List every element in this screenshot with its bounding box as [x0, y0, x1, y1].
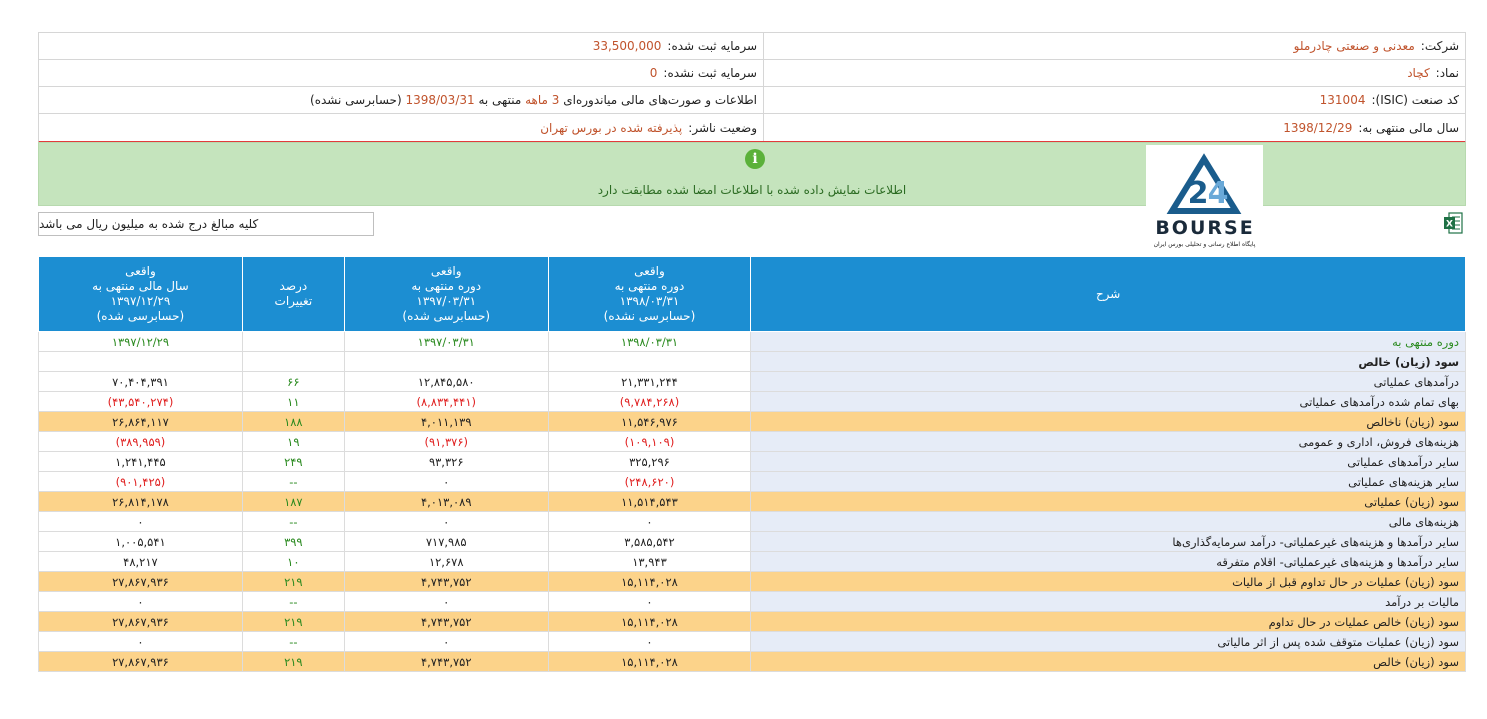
row-description: مالیات بر درآمد — [751, 592, 1466, 612]
table-row — [39, 532, 1466, 552]
value-fiscal-1397: ۲۷,۸۶۷,۹۳۶ — [39, 652, 243, 672]
header-line: ۱۳۹۷/۱۲/۲۹ — [110, 294, 171, 308]
percent-change: ۱۱ — [242, 392, 344, 412]
svg-text:2: 2 — [1187, 176, 1209, 211]
percent-change: ۲۱۹ — [242, 652, 344, 672]
capital-label: سرمایه ثبت شده: — [667, 39, 757, 53]
publisher-status-cell — [39, 114, 763, 141]
value-fiscal-1397: ۲۷,۸۶۷,۹۳۶ — [39, 572, 243, 592]
unregistered-capital-label: سرمایه ثبت نشده: — [663, 66, 757, 80]
header-line: سال مالی منتهی به — [92, 279, 189, 293]
value-1398: (۱۰۹,۱۰۹) — [548, 432, 751, 452]
logo-word: BOURSE — [1155, 217, 1255, 239]
value-1397: ۴,۷۴۳,۷۵۲ — [344, 652, 548, 672]
table-row — [39, 332, 1466, 352]
company-info — [38, 32, 1466, 143]
value-1397 — [344, 352, 548, 372]
report-title-mid: منتهی به — [478, 93, 522, 107]
header-line: واقعی — [430, 264, 462, 278]
table-row — [39, 392, 1466, 412]
table-row — [39, 552, 1466, 572]
logo-subtitle: پایگاه اطلاع رسانی و تحلیلی بورس ایران — [1153, 241, 1256, 248]
value-1398: ۲۱,۳۳۱,۲۴۴ — [548, 372, 751, 392]
fiscal-value: 1398/12/29 — [1283, 120, 1353, 135]
isic-cell — [763, 87, 1465, 113]
row-description: سود (زیان) ناخالص — [751, 412, 1466, 432]
isic-value: 131004 — [1319, 93, 1366, 107]
value-1397: ۰ — [344, 592, 548, 612]
symbol-value[interactable]: کچاد — [1407, 66, 1430, 80]
value-fiscal-1397: (۴۳,۵۴۰,۲۷۴) — [39, 392, 243, 412]
value-fiscal-1397: ۴۸,۲۱۷ — [39, 552, 243, 572]
row-description: سود (زیان) خالص — [751, 352, 1466, 372]
table-row — [39, 432, 1466, 452]
value-fiscal-1397: ۷۰,۴۰۴,۳۹۱ — [39, 372, 243, 392]
value-1398: (۹,۷۸۴,۲۶۸) — [548, 392, 751, 412]
report-audit-status: (حسابرسی نشده) — [310, 93, 402, 107]
value-1397: (۹۱,۳۷۶) — [344, 432, 548, 452]
header-line: واقعی — [634, 264, 665, 278]
table-row — [39, 492, 1466, 512]
value-1397: ۱۳۹۷/۰۳/۳۱ — [344, 332, 548, 352]
value-1398: ۱۱,۵۱۴,۵۴۳ — [548, 492, 751, 512]
percent-change: ۲۴۹ — [242, 452, 344, 472]
symbol-cell — [763, 60, 1465, 86]
percent-change: ۶۶ — [242, 372, 344, 392]
value-1397: ۴,۰۱۱,۱۳۹ — [344, 412, 548, 432]
value-1398: ۳۲۵,۲۹۶ — [548, 452, 751, 472]
report-period: 3 ماهه — [525, 93, 560, 107]
percent-change: -- — [242, 472, 344, 492]
value-fiscal-1397: (۳۸۹,۹۵۹) — [39, 432, 243, 452]
capital-cell — [39, 33, 763, 59]
value-1397: ۰ — [344, 632, 548, 652]
publisher-status-value: پذیرفته شده در بورس تهران — [540, 120, 683, 135]
table-row — [39, 372, 1466, 392]
table-row — [39, 352, 1466, 372]
info-row-company — [39, 33, 1465, 60]
value-1397: ۷۱۷,۹۸۵ — [344, 532, 548, 552]
company-label: شرکت: — [1420, 39, 1459, 53]
percent-change: ۱۸۷ — [242, 492, 344, 512]
value-1398: ۱۳۹۸/۰۳/۳۱ — [548, 332, 751, 352]
value-1398: ۱۱,۵۴۶,۹۷۶ — [548, 412, 751, 432]
unregistered-capital-value: 0 — [649, 66, 658, 80]
percent-change: ۱۰ — [242, 552, 344, 572]
value-fiscal-1397: ۰ — [39, 512, 243, 532]
info-row-fiscal — [39, 114, 1465, 141]
value-fiscal-1397: ۲۶,۸۶۴,۱۱۷ — [39, 412, 243, 432]
fiscal-cell — [763, 114, 1465, 141]
value-1398: ۰ — [548, 632, 751, 652]
value-fiscal-1397: ۰ — [39, 592, 243, 612]
header-percent-change — [242, 257, 344, 332]
percent-change: -- — [242, 512, 344, 532]
table-row — [39, 652, 1466, 672]
header-period-1397 — [344, 257, 548, 332]
units-note: کلیه مبالغ درج شده به میلیون ریال می باشد — [38, 212, 374, 236]
value-1398: ۱۵,۱۱۴,۰۲۸ — [548, 572, 751, 592]
value-fiscal-1397: ۰ — [39, 632, 243, 652]
publisher-status-label: وضعیت ناشر: — [688, 120, 757, 135]
value-1397: ۰ — [344, 512, 548, 532]
value-1398: ۳,۵۸۵,۵۴۲ — [548, 532, 751, 552]
value-fiscal-1397: ۱,۰۰۵,۵۴۱ — [39, 532, 243, 552]
percent-change: -- — [242, 592, 344, 612]
row-description: سایر درآمدهای عملیاتی — [751, 452, 1466, 472]
row-description: سایر درآمدها و هزینه‌های غیرعملیاتی- درآمد سرمایه‌گذاری‌ها — [751, 532, 1466, 552]
row-description: سود (زیان) خالص عملیات در حال تداوم — [751, 612, 1466, 632]
header-line: ۱۳۹۸/۰۳/۳۱ — [619, 294, 680, 308]
value-1397: ۱۲,۶۷۸ — [344, 552, 548, 572]
value-1398: ۱۳,۹۴۳ — [548, 552, 751, 572]
info-row-symbol — [39, 60, 1465, 87]
value-fiscal-1397: ۱,۲۴۱,۴۴۵ — [39, 452, 243, 472]
verification-notice-text: اطلاعات نمایش داده شده با اطلاعات امضا شده مطابقت دارد — [597, 183, 907, 197]
table-row — [39, 452, 1466, 472]
value-fiscal-1397 — [39, 352, 243, 372]
header-line: (حسابرسی نشده) — [603, 309, 696, 323]
unregistered-capital-cell — [39, 60, 763, 86]
info-row-isic — [39, 87, 1465, 114]
value-1397: (۸,۸۳۴,۴۴۱) — [344, 392, 548, 412]
report-title-prefix: اطلاعات و صورت‌های مالی میاندوره‌ای — [563, 93, 757, 107]
row-description: سود (زیان) خالص — [751, 652, 1466, 672]
table-row — [39, 512, 1466, 532]
svg-text:4: 4 — [1207, 176, 1229, 211]
percent-change: ۱۸۸ — [242, 412, 344, 432]
value-1397: ۴,۷۴۳,۷۵۲ — [344, 612, 548, 632]
row-description: هزینه‌های فروش، اداری و عمومی — [751, 432, 1466, 452]
income-statement-table — [38, 256, 1466, 672]
row-description: سود (زیان) عملیات در حال تداوم قبل از مالیات — [751, 572, 1466, 592]
value-1397: ۴,۰۱۳,۰۸۹ — [344, 492, 548, 512]
row-description: دوره منتهی به — [751, 332, 1466, 352]
isic-label: کد صنعت (ISIC): — [1371, 93, 1459, 107]
header-line: درصد — [279, 279, 308, 293]
value-1398: ۱۵,۱۱۴,۰۲۸ — [548, 652, 751, 672]
header-line: (حسابرسی شده) — [96, 309, 185, 323]
value-fiscal-1397: ۲۷,۸۶۷,۹۳۶ — [39, 612, 243, 632]
table-header-row — [39, 257, 1466, 332]
report-date: 1398/03/31 — [405, 93, 475, 107]
report-title-cell — [39, 87, 763, 113]
logo-mark-icon — [1146, 145, 1263, 217]
value-fiscal-1397: ۱۳۹۷/۱۲/۲۹ — [39, 332, 243, 352]
table-row — [39, 412, 1466, 432]
capital-value: 33,500,000 — [592, 39, 662, 53]
percent-change: ۲۱۹ — [242, 612, 344, 632]
row-description: سود (زیان) عملیاتی — [751, 492, 1466, 512]
value-1397: ۰ — [344, 472, 548, 492]
value-1397: ۴,۷۴۳,۷۵۲ — [344, 572, 548, 592]
table-row — [39, 472, 1466, 492]
table-row — [39, 572, 1466, 592]
value-fiscal-1397: ۲۶,۸۱۴,۱۷۸ — [39, 492, 243, 512]
percent-change: -- — [242, 632, 344, 652]
value-1398 — [548, 352, 751, 372]
percent-change — [242, 352, 344, 372]
header-line: واقعی — [125, 264, 156, 278]
info-icon: i — [745, 149, 765, 169]
value-1398: ۰ — [548, 512, 751, 532]
value-fiscal-1397: (۹۰۱,۴۲۵) — [39, 472, 243, 492]
fiscal-label: سال مالی منتهی به: — [1358, 120, 1459, 135]
header-line: دوره منتهی به — [411, 279, 482, 293]
header-period-1398 — [548, 257, 751, 332]
percent-change — [242, 332, 344, 352]
percent-change: ۲۱۹ — [242, 572, 344, 592]
row-description: سایر درآمدها و هزینه‌های غیرعملیاتی- اقلام متفرقه — [751, 552, 1466, 572]
excel-export-icon[interactable] — [1443, 212, 1463, 234]
company-name[interactable]: معدنی و صنعتی چادرملو — [1293, 39, 1415, 53]
value-1398: ۱۵,۱۱۴,۰۲۸ — [548, 612, 751, 632]
row-description: هزینه‌های مالی — [751, 512, 1466, 532]
bourse24-logo — [1146, 145, 1263, 260]
header-line: ۱۳۹۷/۰۳/۳۱ — [416, 294, 477, 308]
header-description: شرح — [751, 257, 1466, 332]
value-1398: (۲۴۸,۶۲۰) — [548, 472, 751, 492]
row-description: بهای تمام شده درآمدهای عملیاتی — [751, 392, 1466, 412]
percent-change: ۳۹۹ — [242, 532, 344, 552]
value-1398: ۰ — [548, 592, 751, 612]
header-fiscal-year-1397 — [39, 257, 243, 332]
header-line: (حسابرسی شده) — [402, 309, 491, 323]
value-1397: ۱۲,۸۴۵,۵۸۰ — [344, 372, 548, 392]
svg-text:X: X — [1446, 219, 1453, 230]
row-description: درآمدهای عملیاتی — [751, 372, 1466, 392]
symbol-label: نماد: — [1435, 66, 1459, 80]
row-description: سایر هزینه‌های عملیاتی — [751, 472, 1466, 492]
table-row — [39, 612, 1466, 632]
header-line: تغییرات — [274, 294, 313, 308]
percent-change: ۱۹ — [242, 432, 344, 452]
header-line: دوره منتهی به — [614, 279, 685, 293]
value-1397: ۹۳,۳۲۶ — [344, 452, 548, 472]
row-description: سود (زیان) عملیات متوقف شده پس از اثر مالیاتی — [751, 632, 1466, 652]
company-cell — [763, 33, 1465, 59]
table-row — [39, 592, 1466, 612]
table-row — [39, 632, 1466, 652]
